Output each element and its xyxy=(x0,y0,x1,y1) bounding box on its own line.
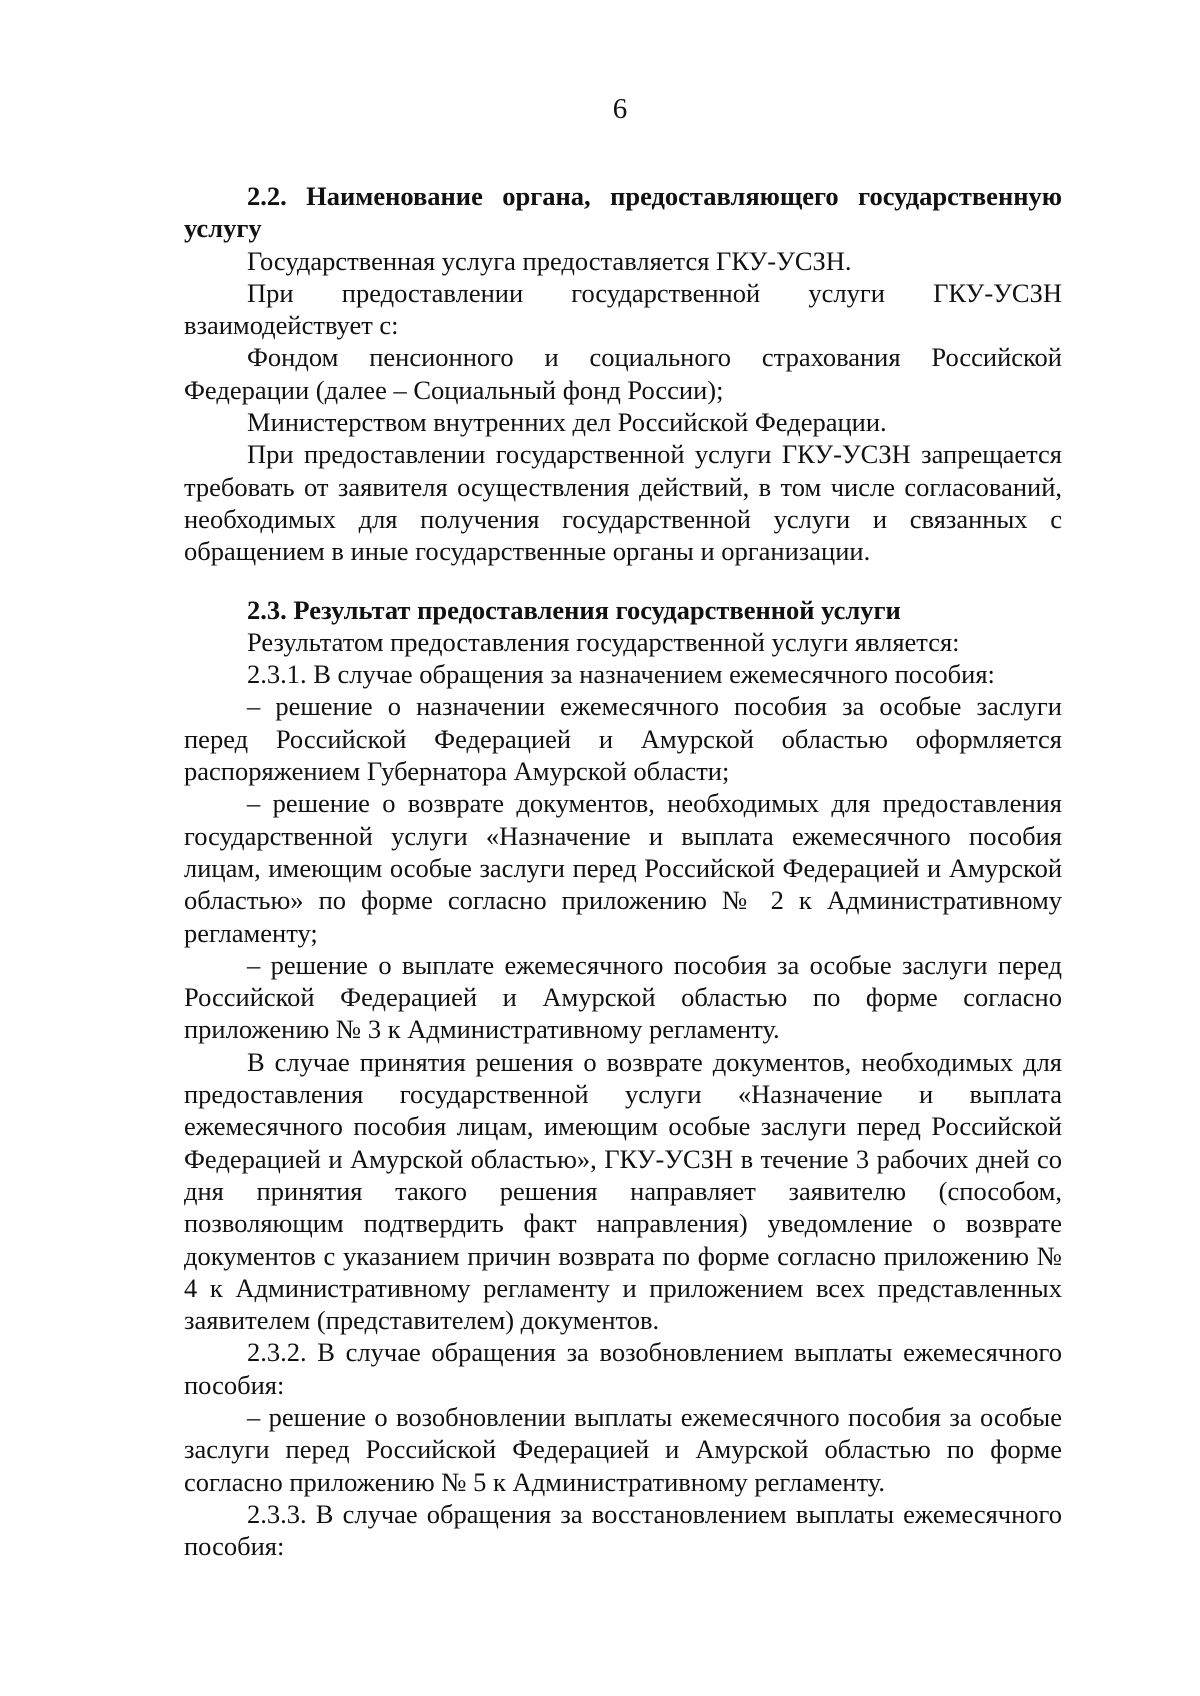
paragraph: Результатом предоставления государственной услуги является: xyxy=(247,626,960,657)
paragraph: – решение о возобновлении выплаты ежемесячного пособия за особые заслуги перед Российской Федерацией и Амурской областью по форме согласно приложению № 5 к Административному регламенту. xyxy=(184,1401,1062,1497)
paragraph: – решение о возврате документов, необходимых для предоставления государственной услуги «Назначение и выплата ежемесячного пособия лицам, имеющим особые заслуги перед Российской Федерацией и Амурской областью» по форме согласно приложению № 2 к Административному регламенту; xyxy=(184,788,1062,948)
page-number: 6 xyxy=(612,93,628,125)
paragraph: В случае принятия решения о возврате документов, необходимых для предоставления государственной услуги «Назначение и выплата ежемесячного пособия лицам, имеющим особые заслуги перед Российской Федерацией и Амурской областью», ГКУ-УСЗН в течение 3 рабочих дней со дня принятия такого решения направляет заявителю (способом, позволяющим подтвердить факт направления) уведомление о возврате документов с указанием причин возврата по форме согласно приложению № 4 к Административному регламенту и приложением всех представленных заявителем (представителем) документов. xyxy=(184,1046,1062,1336)
paragraph: – решение о выплате ежемесячного пособия за особые заслуги перед Российской Федерацией и Амурской областью по форме согласно приложению № 3 к Административному регламенту. xyxy=(184,949,1062,1045)
paragraph: Фондом пенсионного и социального страхования Российской Федерации (далее – Социальный фонд России); xyxy=(184,342,1062,405)
section-spacer xyxy=(184,568,1062,594)
document-body xyxy=(184,180,1062,1562)
paragraph: Государственная услуга предоставляется ГКУ-УСЗН. xyxy=(247,245,852,276)
paragraph: При предоставлении государственной услуги ГКУ-УСЗН взаимодействует с: xyxy=(184,277,1062,341)
paragraph: 2.3.2. В случае обращения за возобновлением выплаты ежемесячного пособия: xyxy=(184,1337,1062,1400)
paragraph: 2.3.1. В случае обращения за назначением ежемесячного пособия: xyxy=(247,659,995,690)
section-heading: 2.2. Наименование органа, предоставляющего государственную услугу xyxy=(184,181,1062,244)
paragraph: 2.3.3. В случае обращения за восстановлением выплаты ежемесячного пособия: xyxy=(184,1498,1062,1562)
section-heading: 2.3. Результат предоставления государственной услуги xyxy=(247,594,901,625)
paragraph: Министерством внутренних дел Российской Федерации. xyxy=(247,407,887,438)
paragraph: При предоставлении государственной услуги ГКУ-УСЗН запрещается требовать от заявителя осуществления действий, в том числе согласований, необходимых для получения государственной услуги и связанных с обращением в иные государственные органы и организации. xyxy=(184,439,1062,567)
paragraph: – решение о назначении ежемесячного пособия за особые заслуги перед Российской Федерацией и Амурской областью оформляется распоряжением Губернатора Амурской области; xyxy=(184,691,1062,787)
